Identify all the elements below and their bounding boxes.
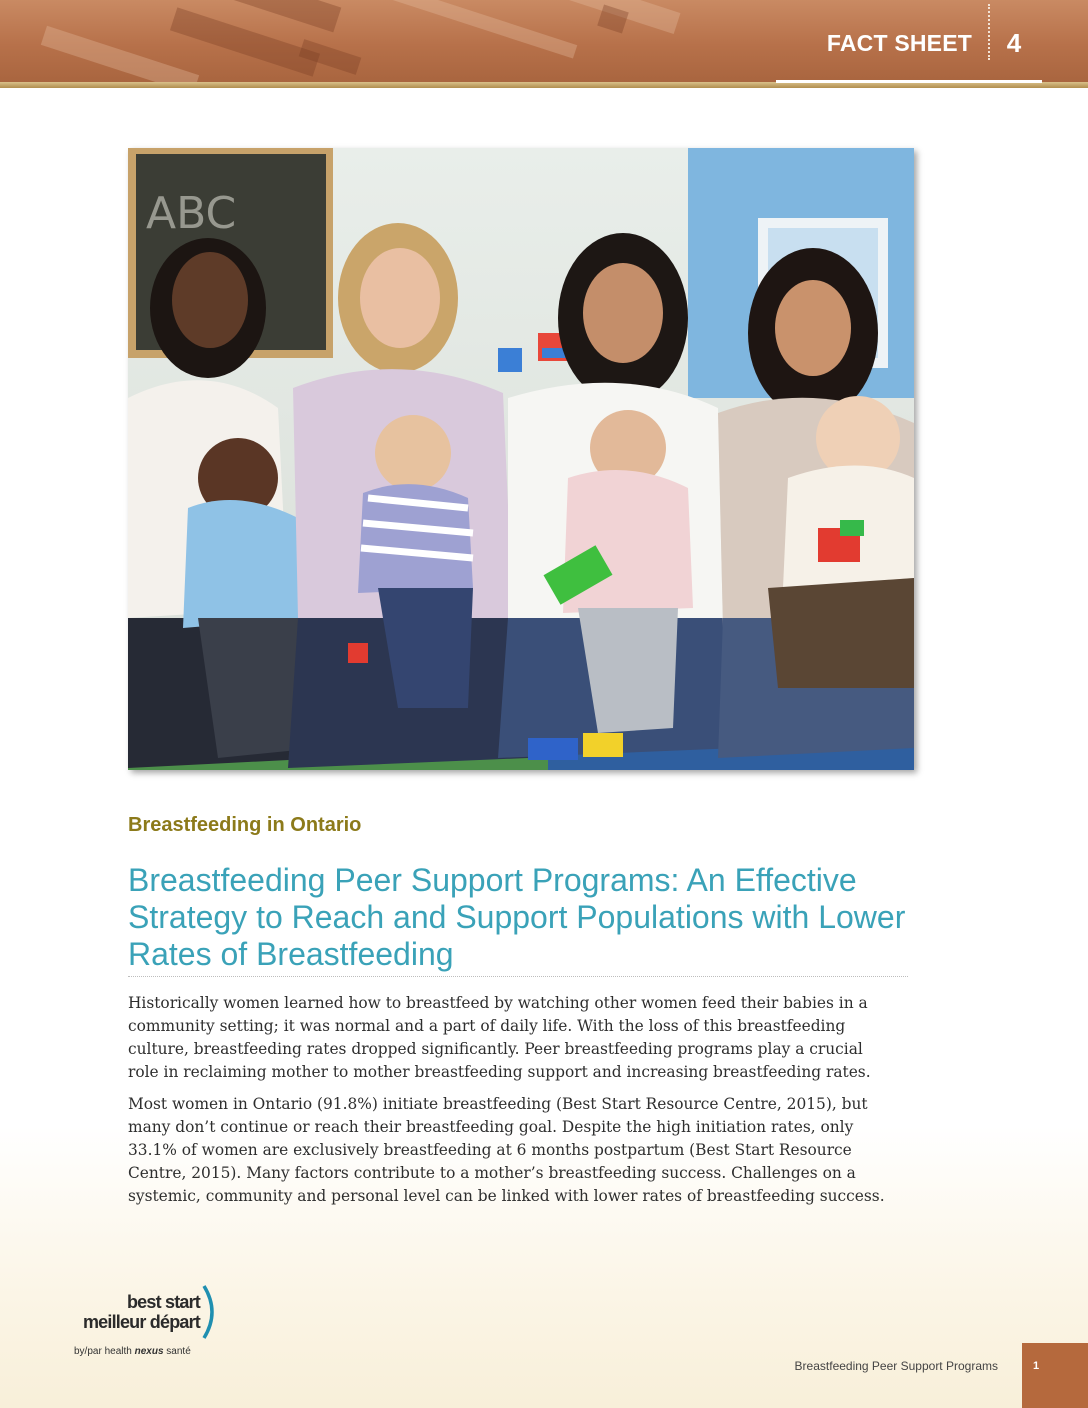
fact-sheet-number: 4: [1006, 28, 1022, 58]
logo-sante: santé: [166, 1346, 191, 1357]
fact-sheet-divider: [988, 4, 990, 60]
photo-illustration: [128, 148, 914, 770]
page-number: 1: [1032, 1360, 1040, 1372]
fact-sheet-label: FACT SHEET: [826, 30, 972, 56]
logo-line-2: meilleur départ: [82, 1312, 200, 1332]
paragraph: Historically women learned how to breastfeed by watching other women feed their babies in a community setting; it was normal and a part of daily life. With the loss of this breastfeeding culture, breastfeeding rates dropped significantly. Peer breastfeeding programs play a crucial role in reclaiming mother to mother breastfeeding support and increasing breastfeeding rates.: [128, 994, 871, 1081]
svg-text:ABC: ABC: [146, 188, 237, 239]
paragraph: Most women in Ontario (91.8%) initiate breastfeeding (Best Start Resource Centre, 2015), but many don’t continue or reach their breastfeeding goal. Despite the high initiation rates, only 33.1% of women are exclusively breastfeeding at 6 months postpartum (Best Start Resource Centre, 2015). Many factors contribute to a mother’s breastfeeding success. Challenges on a systemic, community and personal level can be linked with lower rates of breastfeeding success.: [128, 1095, 885, 1205]
logo-by: by/par health: [74, 1346, 132, 1357]
footer-page-box: [1022, 1343, 1088, 1408]
page-title: Breastfeeding Peer Support Programs: An Effective Strategy to Reach and Support Populations with Lower Rates of Breastfeeding: [128, 862, 906, 972]
logo-byline: [74, 1346, 191, 1357]
logo-nexus: nexus: [134, 1346, 164, 1357]
logo-paren-icon: [200, 1284, 220, 1340]
group-photo: [128, 148, 914, 770]
logo-line-1: best start: [126, 1292, 200, 1312]
body-text: [128, 992, 898, 1217]
title-rule: [128, 976, 908, 977]
best-start-logo: [74, 1284, 244, 1364]
header-underline: [776, 80, 1042, 83]
section-label: Breastfeeding in Ontario: [128, 814, 362, 836]
footer-title: Breastfeeding Peer Support Programs: [794, 1359, 998, 1373]
